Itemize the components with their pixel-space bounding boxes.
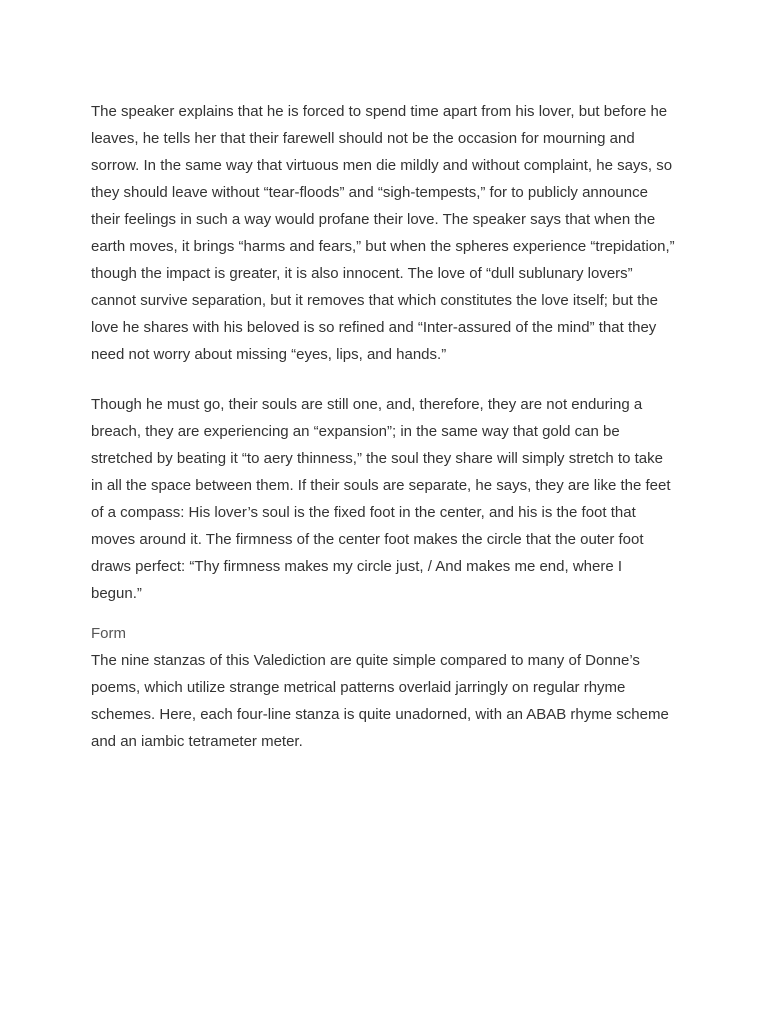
text-line: begun.” <box>91 585 142 602</box>
summary-paragraph-2 <box>91 391 681 607</box>
form-heading: Form <box>91 625 126 642</box>
text-line: The nine stanzas of this Valediction are quite simple compared to many of Donne’s <box>91 652 640 669</box>
text-line: cannot survive separation, but it removes that which constitutes the love itself; but the <box>91 292 658 309</box>
text-line: love he shares with his beloved is so refined and “Inter-assured of the mind” that they <box>91 319 657 336</box>
text-line: moves around it. The firmness of the center foot makes the circle that the outer foot <box>91 531 644 548</box>
text-line: they should leave without “tear-floods” and “sigh-tempests,” for to publicly announce <box>91 184 648 201</box>
text-line: Though he must go, their souls are still one, and, therefore, they are not enduring a <box>91 396 643 413</box>
text-line: sorrow. In the same way that virtuous men die mildly and without complaint, he says, so <box>91 157 673 174</box>
text-line: draws perfect: “Thy firmness makes my circle just, / And makes me end, where I <box>91 558 623 575</box>
text-line: schemes. Here, each four-line stanza is quite unadorned, with an ABAB rhyme scheme <box>91 706 669 723</box>
text-line: The speaker explains that he is forced to spend time apart from his lover, but before he <box>91 103 668 120</box>
text-line: need not worry about missing “eyes, lips, and hands.” <box>91 346 447 363</box>
text-line: poems, which utilize strange metrical patterns overlaid jarringly on regular rhyme <box>91 679 626 696</box>
document-body <box>91 98 681 755</box>
form-paragraph <box>91 647 681 755</box>
text-line: and an iambic tetrameter meter. <box>91 733 303 750</box>
text-line: in all the space between them. If their souls are separate, he says, they are like the feet <box>91 477 671 494</box>
text-line: earth moves, it brings “harms and fears,” but when the spheres experience “trepidation,” <box>91 238 675 255</box>
summary-paragraph-1 <box>91 98 681 368</box>
text-line: leaves, he tells her that their farewell should not be the occasion for mourning and <box>91 130 635 147</box>
text-line: breach, they are experiencing an “expansion”; in the same way that gold can be <box>91 423 620 440</box>
text-line: their feelings in such a way would profane their love. The speaker says that when the <box>91 211 656 228</box>
text-line: of a compass: His lover’s soul is the fixed foot in the center, and his is the foot that <box>91 504 636 521</box>
text-line: stretched by beating it “to aery thinness,” the soul they share will simply stretch to take <box>91 450 663 467</box>
text-line: though the impact is greater, it is also innocent. The love of “dull sublunary lovers” <box>91 265 633 282</box>
